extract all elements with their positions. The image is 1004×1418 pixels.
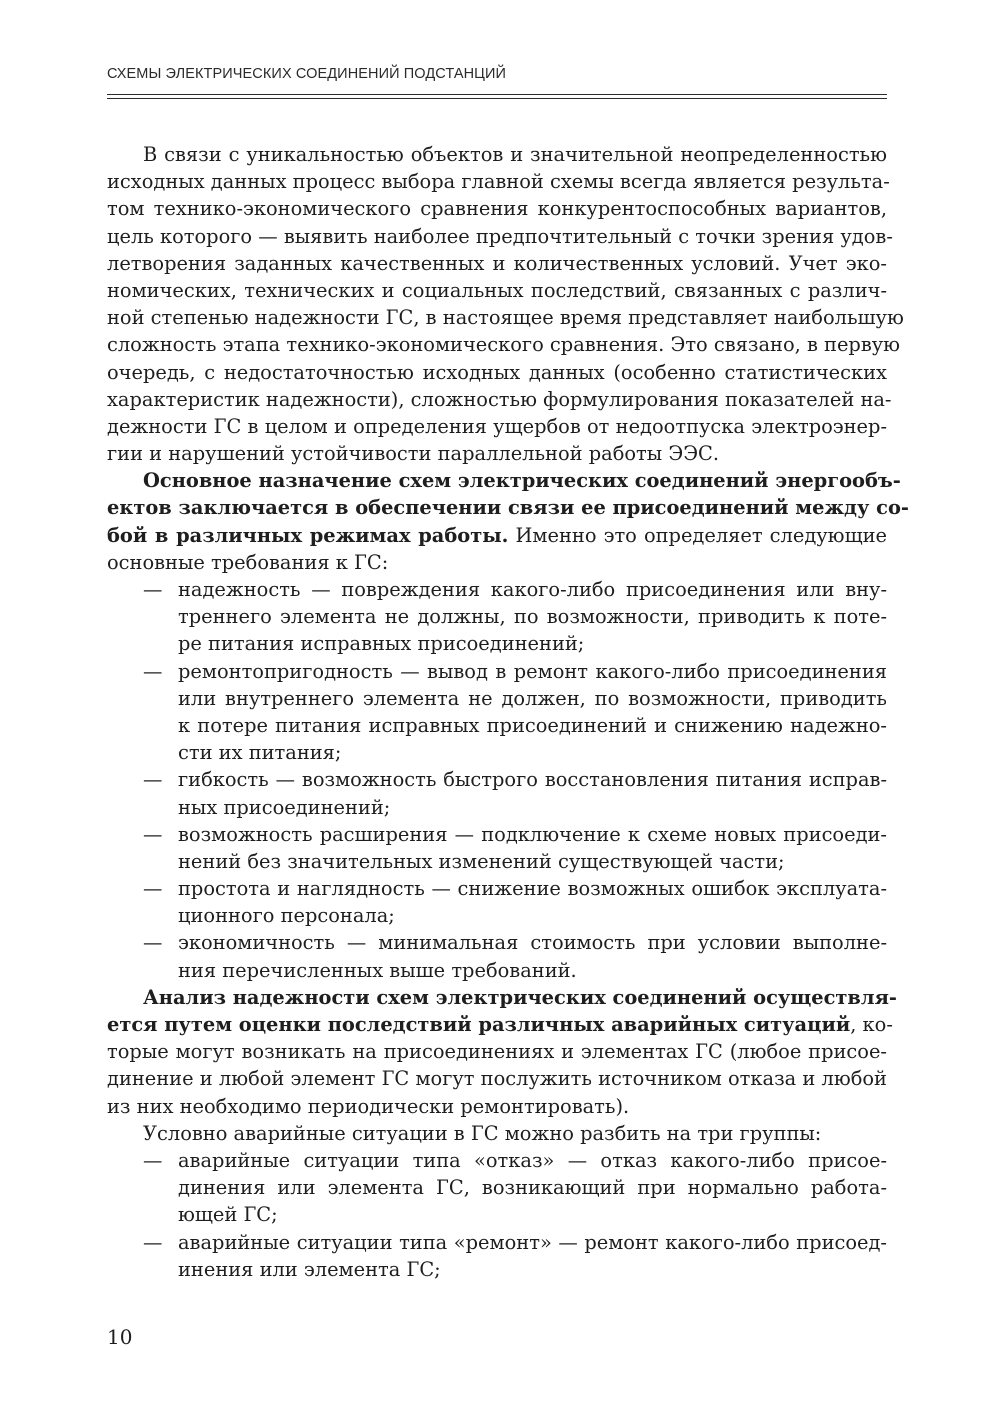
- text-line: очередь, с недостаточностью исходных данных (особенно статистических: [107, 360, 887, 384]
- list-item-line: сти их питания;: [178, 741, 342, 765]
- dash-marker: —: [143, 578, 163, 601]
- bold-text-line: ектов заключается в обеспечении связи ее присоединений между со-: [107, 496, 909, 520]
- body-text: [107, 141, 909, 1283]
- dash-marker: —: [143, 768, 163, 792]
- dash-marker: —: [143, 877, 163, 901]
- dash-marker: —: [143, 931, 163, 955]
- text-line: Условно аварийные ситуации в ГС можно разбить на три группы:: [143, 1121, 822, 1145]
- text-line: динение и любой элемент ГС могут послужить источником отказа и любой: [107, 1067, 887, 1091]
- list-item-line: к потере питания исправных присоединений и снижению надежно-: [178, 713, 887, 737]
- text-line: основные требования к ГС:: [107, 550, 389, 574]
- text-line: ной степенью надежности ГС, в настоящее время представляет наибольшую: [107, 306, 904, 330]
- bold-run: бой в различных режимах работы.: [107, 523, 509, 547]
- dash-marker: —: [143, 1148, 163, 1172]
- list-item-line: — надежность — повреждения какого-либо присоединения или вну-: [107, 576, 887, 603]
- list-item-line: динения или элемента ГС, возникающий при нормально работа-: [178, 1176, 887, 1200]
- dash-marker: —: [143, 1230, 163, 1254]
- list-item-line: ре питания исправных присоединений;: [178, 632, 585, 656]
- text-line: цель которого — выявить наиболее предпочтительный с точки зрения удов-: [107, 224, 893, 248]
- bold-text-line: Основное назначение схем электрических соединений энергообъ-: [143, 469, 901, 493]
- list-item-line: ционного персонала;: [178, 904, 395, 928]
- list-item-line: — аварийные ситуации типа «ремонт» — ремонт какого-либо присоед-: [107, 1229, 887, 1256]
- list-item-line: — ремонтопригодность — вывод в ремонт какого-либо присоединения: [107, 658, 887, 685]
- text-line: [107, 1011, 893, 1038]
- list-item-line: треннего элемента не должны, по возможности, приводить к поте-: [178, 605, 887, 629]
- text-line: летворения заданных качественных и количественных условий. Учет эко-: [107, 251, 887, 275]
- text-line: сложность этапа технико-экономического сравнения. Это связано, в первую: [107, 333, 901, 357]
- header-rule-top: [107, 94, 887, 95]
- text-line: номических, технических и социальных последствий, связанных с различ-: [107, 278, 887, 302]
- dash-marker: —: [143, 822, 163, 846]
- text-line: том технико-экономического сравнения конкурентоспособных вариантов,: [107, 197, 887, 221]
- list-item-line: — аварийные ситуации типа «отказ» — отказ какого-либо присое-: [107, 1147, 887, 1174]
- list-item-line: ющей ГС;: [178, 1203, 278, 1227]
- list-item-line: или внутреннего элемента не должен, по возможности, приводить: [178, 686, 887, 710]
- running-header: СХЕМЫ ЭЛЕКТРИЧЕСКИХ СОЕДИНЕНИЙ ПОДСТАНЦИЙ: [107, 66, 507, 82]
- bold-run: ется путем оценки последствий различных аварийных ситуаций: [107, 1013, 851, 1036]
- page-number: 10: [107, 1325, 133, 1349]
- list-item-line: — экономичность — минимальная стоимость при условии выполне-: [107, 929, 887, 956]
- text-line: гии и нарушений устойчивости параллельной работы ЭЭС.: [107, 442, 720, 466]
- list-item-line: нений без значительных изменений существующей части;: [178, 849, 785, 873]
- dash-marker: —: [143, 659, 163, 683]
- list-item-line: ния перечисленных выше требований.: [178, 958, 577, 982]
- text-line: из них необходимо периодически ремонтировать).: [107, 1094, 630, 1118]
- text-run: , ко-: [850, 1013, 893, 1036]
- header-rule-bottom: [107, 98, 887, 99]
- list-item-line: инения или элемента ГС;: [178, 1257, 441, 1281]
- list-item-line: — гибкость — возможность быстрого восстановления питания исправ-: [107, 766, 887, 793]
- list-item-line: — возможность расширения — подключение к схеме новых присоеди-: [107, 821, 887, 848]
- list-item-line: ных присоединений;: [178, 795, 391, 819]
- text-line: В связи с уникальностью объектов и значительной неопределенностью: [143, 143, 887, 166]
- text-run: Именно это определяет следующие: [508, 523, 887, 547]
- bold-text-line: Анализ надежности схем электрических соединений осуществля-: [143, 985, 897, 1009]
- text-line: характеристик надежности), сложностью формулирования показателей на-: [107, 387, 892, 411]
- text-line: дежности ГС в целом и определения ущербов от недоотпуска электроэнер-: [107, 414, 887, 438]
- text-line: исходных данных процесс выбора главной схемы всегда является результа-: [107, 170, 890, 194]
- text-line: [107, 522, 887, 549]
- text-line: торые могут возникать на присоединениях и элементах ГС (любое присое-: [107, 1040, 887, 1064]
- list-item-line: — простота и наглядность — снижение возможных ошибок эксплуата-: [107, 875, 887, 902]
